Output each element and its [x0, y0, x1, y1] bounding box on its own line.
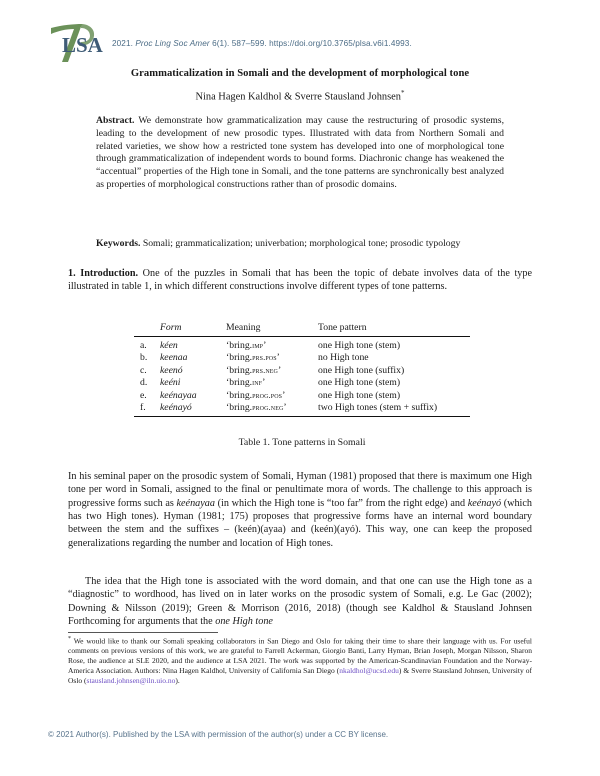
row-meaning-stem: ‘bring.	[226, 401, 253, 413]
masthead-year: 2021.	[112, 38, 133, 48]
footnote-text-a: We would like to thank our Somali speaking collaborators in San Diego and Oslo for taking their time to share their language with us. For useful comments on previous versions of this work, we are grateful to Farrell Ackerman, Giorgio Banti, Larry Hyman, Brian Joseph, Morgan Nilsson, Sharon Rose, the audience at SLE 2020, and the audience at LSA 2021. The work was supported by the American-Scandinavian Foundation and the Norway-America Association. Authors: Nina Hagen Kaldhol, University of California San Diego (	[68, 636, 532, 676]
copyright-footer: © 2021 Author(s). Published by the LSA with permission of the author(s) under a CC BY license.	[48, 730, 389, 739]
row-meaning-gloss: prs.pos	[252, 352, 277, 363]
footnote-rule	[68, 632, 218, 633]
row-tone: one High tone (stem)	[318, 377, 401, 389]
footnote-marker: *	[68, 636, 71, 642]
hyman-text-mid: (in which the High tone is “too far” from the right edge) and	[214, 497, 468, 509]
row-form: keéni	[160, 377, 181, 389]
table-1-wrapper	[134, 320, 470, 417]
row-meaning-gloss: inf	[252, 377, 263, 388]
row-meaning-close: ’	[282, 389, 286, 401]
hyman-italic-form-2: keénayó	[467, 497, 502, 509]
svg-text:LSA: LSA	[62, 33, 103, 57]
authors-names: Nina Hagen Kaldhol & Sverre Stausland Johnsen	[195, 91, 401, 103]
row-form: kéen	[160, 340, 178, 351]
row-form: keénayaa	[160, 389, 197, 401]
row-meaning-gloss: prog.neg	[252, 401, 284, 412]
idea-text-pre: The idea that the High tone is associated with the word domain, and that one can use the High tone as a “diagnostic” to wordhood, has lived on in later works on the prosodic system of Somali, e.g. Le Gac (2002); Downing & Nilsson (2019); Green & Morrison (2016, 2018) (though see Kaldhol & Stausland Johnsen Forthcoming for arguments that the	[68, 576, 532, 627]
row-meaning-stem: ‘bring.	[226, 340, 253, 351]
footnote-text-c: ).	[175, 676, 180, 686]
row-tone: one High tone (suffix)	[318, 364, 405, 376]
article-title: Grammaticalization in Somali and the development of morphological tone	[130, 68, 470, 79]
row-meaning	[226, 352, 318, 364]
article-authors	[48, 89, 552, 102]
row-form: keenó	[160, 364, 183, 376]
table-col-meaning: Meaning	[226, 320, 318, 337]
row-meaning-close: ’	[263, 340, 267, 351]
table-row	[134, 337, 470, 352]
row-meaning-gloss: imp	[252, 340, 264, 350]
keywords-text: Somali; grammaticalization; univerbation; morphological tone; prosodic typology	[140, 238, 461, 249]
row-form: keenaa	[160, 352, 188, 364]
masthead-volume: 6(1). 587–599.	[212, 38, 267, 48]
masthead-citation	[112, 39, 412, 48]
hyman-italic-form-1: keénayaa	[176, 497, 215, 509]
masthead-journal: Proc Ling Soc Amer	[135, 38, 210, 48]
abstract-label: Abstract.	[96, 115, 135, 126]
row-form: keénayó	[160, 401, 226, 416]
row-meaning	[226, 389, 318, 401]
masthead	[48, 20, 552, 66]
table-row	[134, 389, 470, 401]
row-index: e.	[140, 389, 147, 401]
row-meaning	[226, 364, 318, 376]
hyman-text-post: (which has two High tones). Hyman (1981; 175) proposes that progressive forms have an internal word boundary between the stem and the suffixes – (keén)(ayaa) and (keén)(ayó). This way, one can keep the proposed generalizations regarding the number and location of High tones.	[68, 497, 533, 549]
paragraph-idea	[68, 575, 532, 628]
row-meaning-close: ’	[283, 401, 287, 413]
row-meaning-close: ’	[276, 352, 280, 364]
table-row	[134, 352, 470, 364]
footnote-block	[68, 636, 532, 686]
keywords-label: Keywords.	[96, 238, 141, 249]
row-index: b.	[140, 352, 148, 364]
doi-link[interactable]: https://doi.org/10.3765/plsa.v6i1.4993.	[269, 38, 412, 48]
row-meaning-gloss: prog.pos	[252, 389, 283, 400]
row-meaning-stem: ‘bring.	[226, 389, 253, 401]
table-col-index	[134, 320, 160, 337]
section-1-heading: 1. Introduction.	[68, 268, 139, 279]
table-header-row	[134, 320, 470, 337]
abstract-text: We demonstrate how grammaticalization may cause the restructuring of prosodic systems, leading to the development of new prosodic types. Illustrated with data from Northern Somali and related varieties, we show how a restricted tone system has developed into one of morphological tone through grammaticalization of independent words to bound forms. Diachronic change has weakened the “accentual” properties of the High tone in Somali, and the tone patterns are synchronically best analyzed as properties of morphological constructions rather than of prosodic domains.	[96, 115, 504, 190]
row-meaning-gloss: prs.neg	[252, 364, 278, 375]
table-row	[134, 364, 470, 376]
table-row	[134, 401, 470, 416]
row-meaning	[226, 401, 318, 416]
row-index: f.	[134, 401, 160, 416]
row-meaning-stem: ‘bring.	[226, 364, 253, 376]
table-col-tone: Tone pattern	[318, 320, 470, 337]
row-meaning-close: ’	[277, 364, 282, 376]
footnote-text-b: ) & Sverre Stausland Johnsen, University of Oslo (	[68, 666, 532, 686]
footnote-email-link-2[interactable]: stausland.johnsen@iln.uio.no	[86, 676, 176, 686]
row-tone: one High tone (stem)	[318, 340, 401, 351]
paragraph-hyman	[68, 470, 532, 550]
lsa-logo-icon	[48, 22, 106, 64]
section-1-intro	[68, 267, 532, 294]
row-meaning	[226, 376, 318, 388]
section-1-text: One of the puzzles in Somali that has been the topic of debate involves data of the type illustrated in table 1, in which different constructions involve different types of tone patterns.	[68, 268, 532, 293]
abstract-block	[96, 115, 504, 192]
row-meaning-stem: ‘bring.	[226, 377, 253, 389]
table-body	[134, 337, 470, 417]
author-footnote-marker: *	[400, 89, 405, 97]
table-1-caption: Table 1. Tone patterns in Somali	[238, 437, 366, 448]
table-1	[134, 320, 470, 417]
hyman-text-pre: In his seminal paper on the prosodic system of Somali, Hyman (1981) proposed that there is maximum one High tone per word in Somali, assigned to the final or penultimate mora of words. The challenge to this approach is progressive forms such as	[68, 471, 532, 509]
row-tone: two High tones (stem + suffix)	[318, 401, 470, 416]
row-meaning	[226, 337, 318, 352]
row-tone: one High tone (stem)	[318, 389, 401, 401]
row-index: c.	[140, 364, 147, 376]
row-meaning-close: ’	[262, 377, 266, 389]
row-index: a.	[140, 340, 147, 351]
row-tone: no High tone	[318, 352, 369, 364]
keywords-block	[96, 238, 504, 251]
table-col-form: Form	[160, 320, 226, 337]
footnote-email-link-1[interactable]: nkaldhol@ucsd.edu	[339, 666, 399, 676]
idea-italic-phrase: one High tone	[215, 615, 273, 627]
table-row	[134, 376, 470, 388]
row-meaning-stem: ‘bring.	[226, 352, 253, 364]
row-index: d.	[140, 377, 148, 389]
